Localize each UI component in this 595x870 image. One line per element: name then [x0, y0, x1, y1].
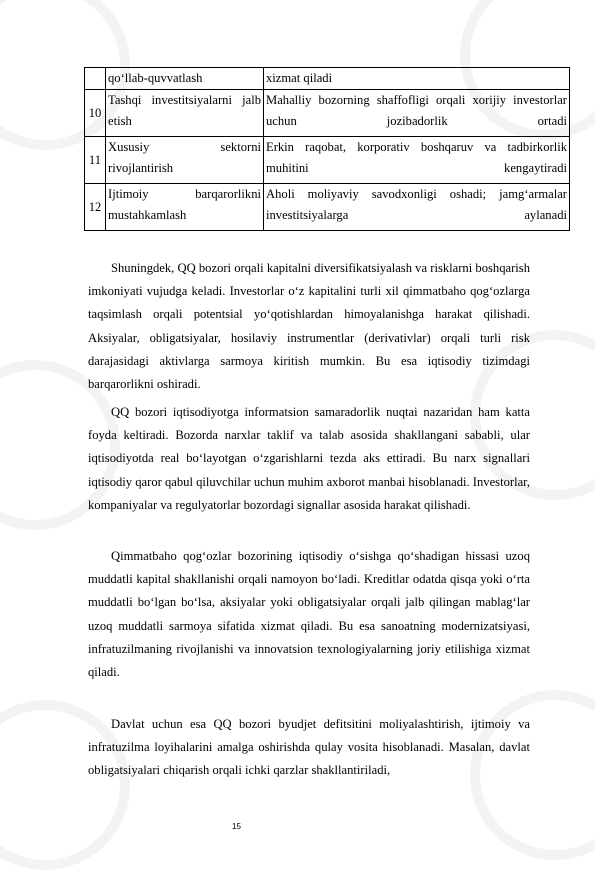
table-cell: xizmat qiladi [264, 68, 570, 90]
table-cell: Xususiy sektorni rivojlantirish [106, 137, 264, 184]
table-cell: Erkin raqobat, korporativ boshqaruv va tadbirkorlik muhitini kengaytiradi [264, 137, 570, 184]
page-number: 15 [232, 822, 241, 831]
table-row [85, 137, 570, 184]
row-number: 10 [85, 90, 106, 137]
table-cell: Ijtimoiy barqarorlikni mustahkamlash [106, 184, 264, 231]
row-number [85, 68, 106, 90]
table-row [85, 90, 570, 137]
body-paragraph: Davlat uchun esa QQ bozori byudjet defitsitini moliyalashtirish, ijtimoiy va infratuzilma loyihalarini amalga oshirishda qulay vosita hisoblanadi. Masalan, davlat obligatsiyalari chiqarish orqali ichki qarzlar shakllantiriladi, [88, 717, 530, 778]
body-paragraph: Shuningdek, QQ bozori orqali kapitalni diversifikatsiyalash va risklarni boshqarish imkoniyati vujudga keladi. Investorlar o‘z kapitalini turli xil qimmatbaho qog‘ozlarga taqsimlash orqali potentsial yo‘qotishlardan himoyalanishga harakat qilishadi. Aksiyalar, obligatsiyalar, hosilaviy instrumentlar (derivativlar) orqali turli risk darajasidagi aktivlarga sarmoya kiritish mumkin. Bu esa iqtisodiy tizimdagi barqarorlikni oshiradi. [88, 261, 530, 392]
table-cell: Aholi moliyaviy savodxonligi oshadi; jamg‘armalar investitsiyalarga aylanadi [264, 184, 570, 231]
row-number: 11 [85, 137, 106, 184]
table-row [85, 68, 570, 90]
table-row [85, 184, 570, 231]
table-cell: qo‘llab-quvvatlash [106, 68, 264, 90]
benefits-table [84, 67, 570, 231]
table-cell: Tashqi investitsiyalarni jalb etish [106, 90, 264, 137]
body-paragraph: QQ bozori iqtisodiyotga informatsion samaradorlik nuqtai nazaridan ham katta foyda keltiradi. Bozorda narxlar taklif va talab asosida shakllangani sababli, ular iqtisodiyotda real bo‘layotgan o‘zgarishlarni tezda aks ettiradi. Bu narx signallari iqtisodiy qaror qabul qiluvchilar uchun muhim axborot manbai hisoblanadi. Investorlar, kompaniyalar va regulyatorlar bozordagi signallar asosida harakat qilishadi. [88, 405, 530, 512]
body-paragraph: Qimmatbaho qog‘ozlar bozorining iqtisodiy o‘sishga qo‘shadigan hissasi uzoq muddatli kapital shakllanishi orqali namoyon bo‘ladi. Kreditlar odatda qisqa yoki o‘rta muddatli bo‘lgan bo‘lsa, aksiyalar yoki obligatsiyalar orqali jalb qilingan mablag‘lar uzoq muddatli sarmoya sifatida xizmat qiladi. Bu esa sanoatning modernizatsiyasi, infratuzilmaning rivojlanishi va innovatsion texnologiyalarning joriy etilishiga xizmat qiladi. [88, 549, 530, 680]
table-cell: Mahalliy bozorning shaffofligi orqali xorijiy investorlar uchun jozibadorlik ortadi [264, 90, 570, 137]
row-number: 12 [85, 184, 106, 231]
